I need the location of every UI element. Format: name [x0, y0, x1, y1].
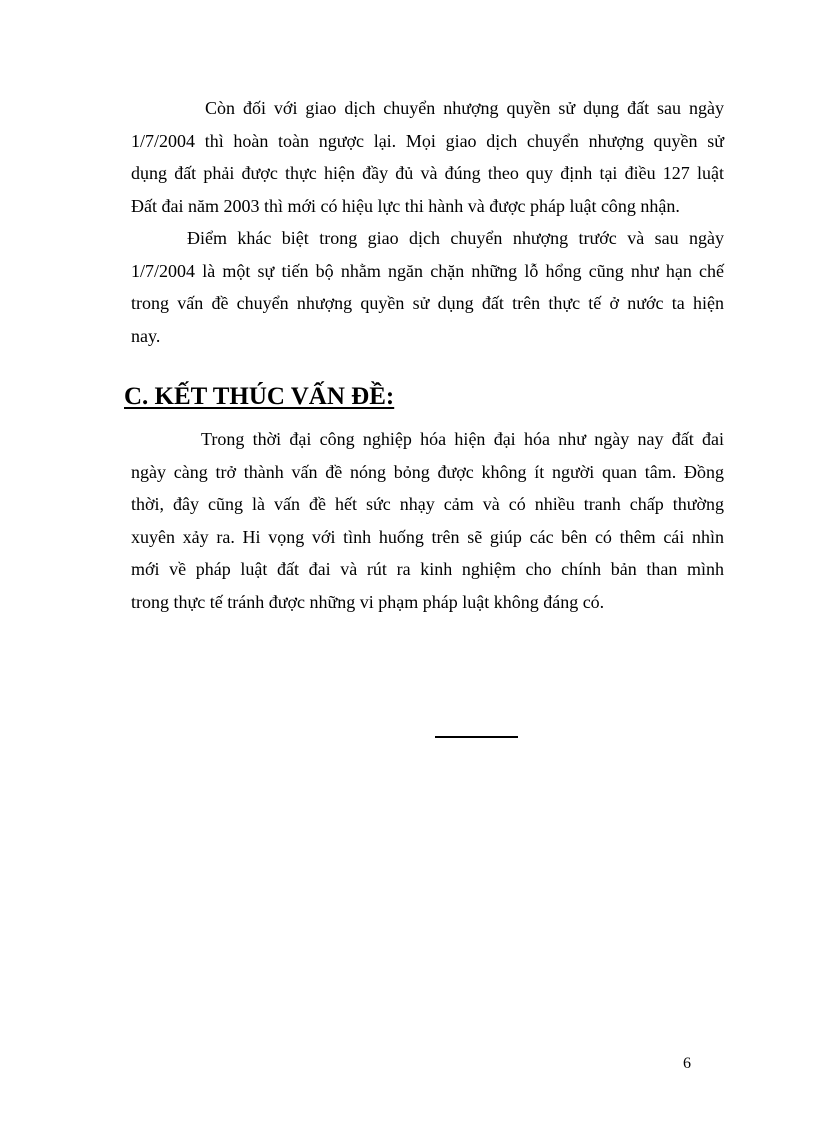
text-line: thời, đây cũng là vấn đề hết sức nhạy cảm và có nhiều tranh chấp thường: [131, 494, 724, 514]
section-heading: C. KẾT THÚC VẤN ĐỀ:: [124, 383, 395, 410]
page-number: 6: [683, 1055, 691, 1072]
text-line: trong vấn đề chuyển nhượng quyền sử dụng đất trên thực tế ở nước ta hiện: [131, 293, 724, 313]
paragraph-transfer-after-2004: [131, 92, 724, 222]
text-line: 1/7/2004 là một sự tiến bộ nhằm ngăn chặn những lỗ hổng cũng như hạn chế: [131, 260, 724, 281]
end-divider: [435, 736, 518, 738]
text-line: Đất đai năm 2003 thì mới có hiệu lực thi hành và được pháp luật công nhận.: [131, 195, 680, 216]
text-line: trong thực tế tránh được những vi phạm pháp luật không đáng có.: [131, 591, 605, 612]
text-line: mới về pháp luật đất đai và rút ra kinh nghiệm cho chính bản than mình: [131, 559, 724, 579]
text-line: xuyên xảy ra. Hi vọng với tình huống trên sẽ giúp các bên có thêm cái nhìn: [131, 526, 724, 547]
text-line: nay.: [131, 325, 161, 346]
text-line: 1/7/2004 thì hoàn toàn ngược lại. Mọi giao dịch chuyển nhượng quyền sử: [131, 130, 724, 151]
text-line: Trong thời đại công nghiệp hóa hiện đại hóa như ngày nay đất đai: [201, 429, 724, 449]
paragraph-difference: [131, 222, 724, 352]
text-line: Điểm khác biệt trong giao dịch chuyển nhượng trước và sau ngày: [187, 228, 724, 248]
paragraph-conclusion: [131, 423, 724, 618]
text-line: dụng đất phải được thực hiện đầy đủ và đúng theo quy định tại điều 127 luật: [131, 163, 724, 183]
text-line: Còn đối với giao dịch chuyển nhượng quyền sử dụng đất sau ngày: [205, 98, 724, 118]
text-line: ngày càng trở thành vấn đề nóng bỏng được không ít người quan tâm. Đồng: [131, 461, 724, 482]
